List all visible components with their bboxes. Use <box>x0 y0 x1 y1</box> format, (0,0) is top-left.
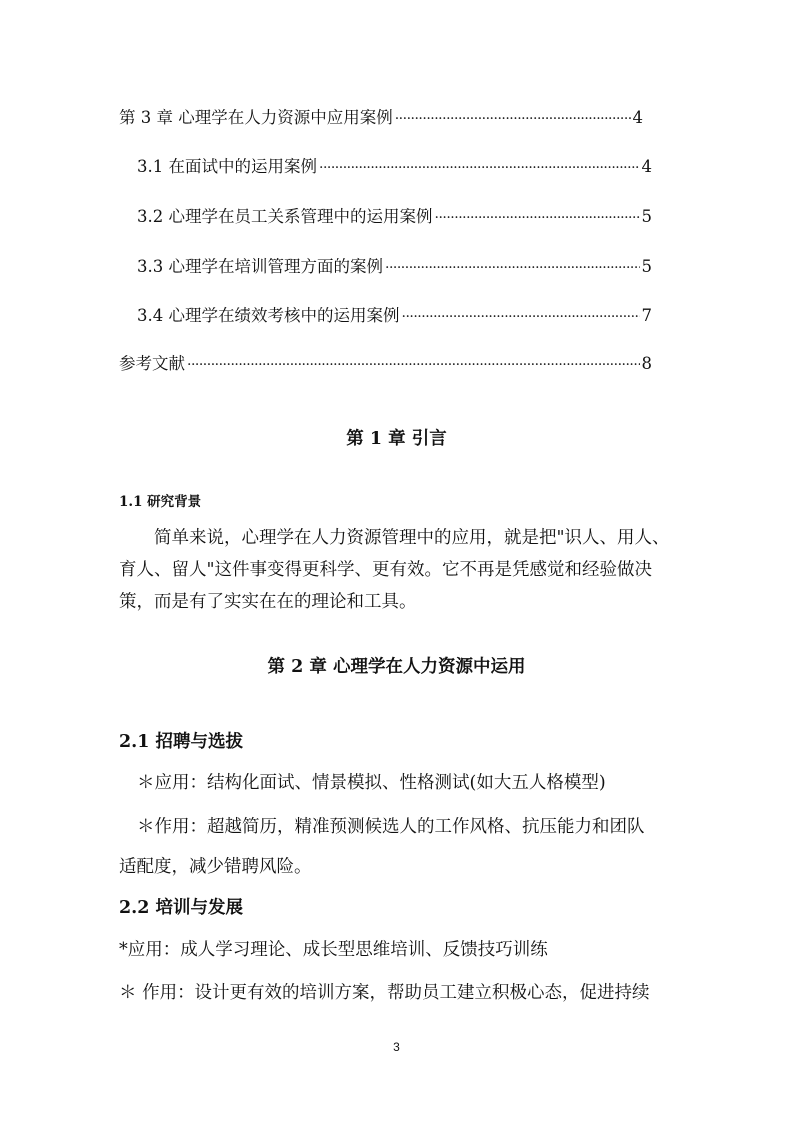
toc-entry-title: 3.2 心理学在员工关系管理中的运用案例 <box>137 207 433 226</box>
section-1-1-paragraph: 简单来说，心理学在人力资源管理中的应用，就是把"识人、用人、育人、留人"这件事变得更科学、更有效。它不再是凭感觉和经验做决策，而是有了实实在在的理论和工具。 <box>119 528 670 612</box>
toc-entry-chapter-3[interactable] <box>119 106 643 130</box>
chapter-2-title: 第 2 章 心理学在人力资源中运用 <box>267 657 526 677</box>
section-2-2-heading: 2.2 培训与发展 <box>119 898 244 918</box>
toc-entry-page: 7 <box>641 306 652 325</box>
toc-entry-page: 5 <box>641 257 652 276</box>
toc-entry-3-3[interactable] <box>137 255 652 279</box>
toc-entry-3-4[interactable] <box>137 304 652 328</box>
section-2-1-heading: 2.1 招聘与选拔 <box>119 732 244 752</box>
section-2-1-application: ＊应用：结构化面试、情景模拟、性格测试(如大五人格模型) <box>137 773 606 793</box>
toc-leader-dots <box>319 161 640 175</box>
toc-entry-title: 参考文献 <box>119 354 185 373</box>
toc-leader-dots <box>435 211 640 225</box>
section-2-1-effect: ＊作用：超越简历，精准预测候选人的工作风格、抗压能力和团队 <box>137 817 645 837</box>
toc-entry-title: 3.1 在面试中的运用案例 <box>137 157 317 176</box>
toc-entry-page: 4 <box>641 157 652 176</box>
toc-entry-title: 3.3 心理学在培训管理方面的案例 <box>137 257 383 276</box>
toc-entry-3-2[interactable] <box>137 205 652 229</box>
section-2-2-application: *应用：成人学习理论、成长型思维培训、反馈技巧训练 <box>119 940 548 960</box>
chapter-1-title: 第 1 章 引言 <box>346 429 447 449</box>
section-1-1-heading: 1.1 研究背景 <box>119 494 202 510</box>
section-2-2-effect: ＊ 作用：设计更有效的培训方案，帮助员工建立积极心态，促进持续 <box>119 983 650 1003</box>
toc-entry-references[interactable] <box>119 352 652 376</box>
toc-entry-page: 4 <box>632 108 643 127</box>
toc-leader-dots <box>187 358 640 372</box>
page-number: 3 <box>393 1040 400 1054</box>
toc-entry-title: 第 3 章 心理学在人力资源中应用案例 <box>119 108 393 127</box>
section-2-1-effect-continued: 适配度，减少错聘风险。 <box>119 857 312 877</box>
toc-leader-dots <box>402 310 640 324</box>
toc-entry-3-1[interactable] <box>137 155 652 179</box>
toc-leader-dots <box>395 112 631 126</box>
toc-leader-dots <box>385 261 640 275</box>
toc-entry-title: 3.4 心理学在绩效考核中的运用案例 <box>137 306 400 325</box>
toc-entry-page: 8 <box>641 354 652 373</box>
toc-entry-page: 5 <box>641 207 652 226</box>
